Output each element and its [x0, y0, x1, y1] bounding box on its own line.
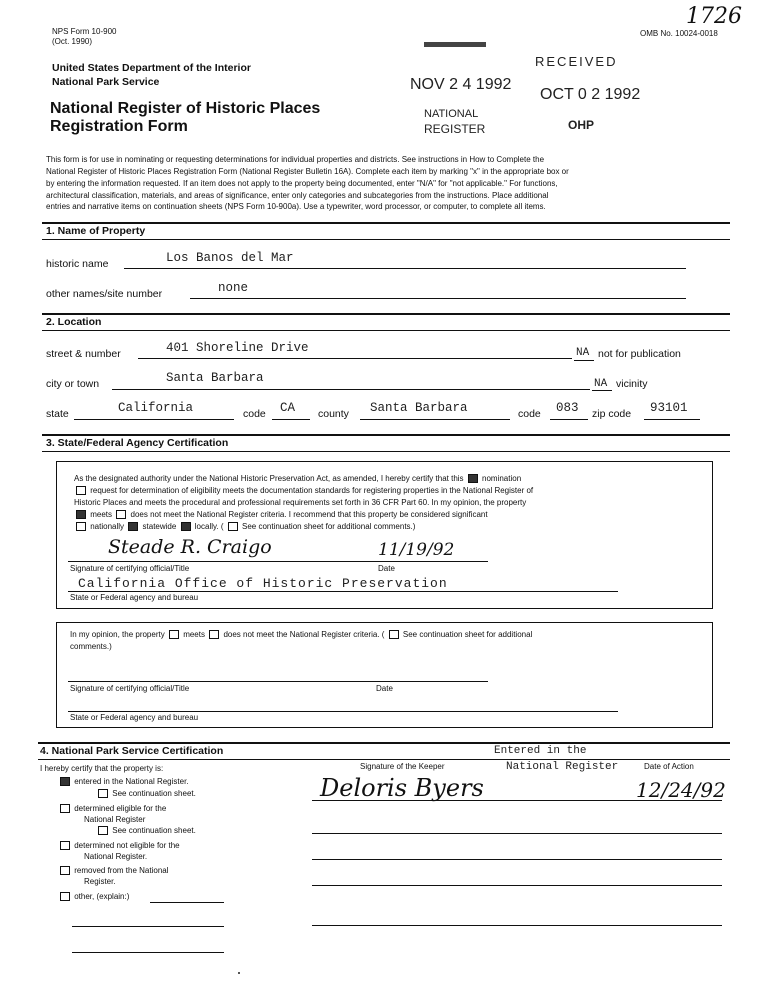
cert-line-1: As the designated authority under the National Historic Preservation Act, as amended, I hereby certify that this nomination — [74, 474, 522, 483]
vicinity-label: vicinity — [616, 378, 648, 390]
state-code-line — [272, 419, 310, 420]
form-number: NPS Form 10-900 — [52, 27, 117, 36]
instructions-line-1: This form is for use in nominating or requesting determinations for individual properties and districts. See instructions in How to Complete the — [46, 155, 545, 164]
option-removed-2: Register. — [84, 877, 116, 886]
na-line — [592, 390, 612, 391]
stamp-smudge — [424, 42, 486, 47]
cert-line-5: nationally statewide locally. ( See continuation sheet for additional comments.) — [74, 522, 415, 531]
opinion-does-not-meet-checkbox[interactable] — [209, 630, 219, 639]
other-line — [150, 902, 224, 903]
historic-name-label: historic name — [46, 258, 109, 270]
removed-checkbox[interactable] — [60, 866, 70, 875]
section-divider — [42, 313, 730, 315]
date-label: Date — [378, 564, 395, 573]
city-value[interactable]: Santa Barbara — [166, 371, 264, 385]
entered-stamp-2: National Register — [506, 761, 619, 773]
locally-checkbox[interactable] — [181, 522, 191, 531]
option-removed: removed from the National — [58, 866, 169, 875]
option-not-eligible-2: National Register. — [84, 852, 148, 861]
option-not-eligible: determined not eligible for the — [58, 841, 180, 850]
continuation-sheet-checkbox[interactable] — [228, 522, 238, 531]
section-1-heading: 1. Name of Property — [46, 225, 146, 237]
section-divider — [38, 742, 730, 744]
option-eligible-continuation: See continuation sheet. — [96, 826, 196, 835]
opinion-line-2: comments.) — [70, 642, 112, 651]
action-date: 12/24/92 — [636, 778, 726, 802]
not-eligible-checkbox[interactable] — [60, 841, 70, 850]
state-label: state — [46, 408, 69, 420]
section-divider — [42, 222, 730, 224]
county-code-line — [550, 419, 588, 420]
option-eligible: determined eligible for the — [58, 804, 166, 813]
meets-checkbox[interactable] — [76, 510, 86, 519]
request-checkbox[interactable] — [76, 486, 86, 495]
ohp-stamp: OHP — [568, 118, 595, 132]
historic-name-line — [124, 268, 686, 269]
section-underline — [42, 239, 730, 240]
handwritten-id: 1726 — [686, 4, 742, 29]
national-stamp: NATIONAL — [424, 108, 479, 120]
keeper-line — [312, 925, 722, 926]
zip-value[interactable]: 93101 — [650, 401, 688, 415]
not-for-publication-label: not for publication — [598, 348, 681, 360]
certifying-signature: Steade R. Craigo — [108, 536, 272, 558]
na-line — [574, 360, 594, 361]
entered-checkbox[interactable] — [60, 777, 70, 786]
other-checkbox[interactable] — [60, 892, 70, 901]
entered-continuation-checkbox[interactable] — [98, 789, 108, 798]
option-entered: entered in the National Register. — [58, 777, 189, 786]
entered-stamp-1: Entered in the — [494, 745, 587, 757]
signature-label: Signature of certifying official/Title — [70, 564, 190, 573]
speck — [238, 972, 240, 974]
department-name: United States Department of the Interior — [52, 62, 251, 74]
signature-label-2: Signature of certifying official/Title — [70, 684, 190, 693]
section-underline — [38, 759, 730, 760]
oct-date-stamp: OCT 0 2 1992 — [540, 86, 641, 103]
cert-line-2: request for determination of eligibility meets the documentation standards for registering properties in the National Register of — [74, 486, 533, 495]
section-2-heading: 2. Location — [46, 316, 102, 328]
instructions-line-2: National Register of Historic Places Registration Form (National Register Bulletin 16A). Complete each item by marking "x" in the appropriate box or — [46, 167, 569, 176]
register-stamp: REGISTER — [424, 122, 486, 136]
opinion-line-1: In my opinion, the property meets does not meet the National Register criteria. ( See continuation sheet for additional — [70, 630, 533, 639]
instructions-line-5: entries and narrative items on continuation sheets (NPS Form 10-900a). Use a typewriter, word processor, or computer, to complete all items. — [46, 202, 546, 211]
city-line — [112, 389, 590, 390]
zip-line — [644, 419, 700, 420]
signature-line — [68, 681, 488, 682]
street-line — [138, 358, 572, 359]
form-title-line1: National Register of Historic Places — [50, 100, 321, 117]
cert-line-4: meets does not meet the National Register criteria. I recommend that this property be considered significant — [74, 510, 488, 519]
opinion-continuation-checkbox[interactable] — [389, 630, 399, 639]
agency-name: National Park Service — [52, 76, 160, 88]
section-underline — [42, 330, 730, 331]
agency-line — [68, 711, 618, 712]
omb-number: OMB No. 10024-0018 — [640, 29, 718, 38]
county-code-label: code — [518, 408, 541, 420]
state-value[interactable]: California — [118, 401, 194, 415]
city-label: city or town — [46, 378, 100, 390]
form-date: (Oct. 1990) — [52, 37, 93, 46]
opinion-meets-checkbox[interactable] — [169, 630, 179, 639]
keeper-line — [312, 885, 722, 886]
county-value[interactable]: Santa Barbara — [370, 401, 468, 415]
keeper-line — [312, 800, 722, 801]
state-code-label: code — [243, 408, 266, 420]
zip-label: zip code — [592, 408, 632, 420]
option-entered-continuation: See continuation sheet. — [96, 789, 196, 798]
option-other: other, (explain:) — [58, 892, 129, 901]
received-date-stamp: NOV 2 4 1992 — [410, 76, 512, 93]
certifying-date: 11/19/92 — [378, 540, 455, 560]
county-line — [360, 419, 510, 420]
historic-name-value[interactable]: Los Banos del Mar — [166, 251, 294, 265]
section-divider — [42, 434, 730, 436]
other-names-value[interactable]: none — [218, 281, 249, 295]
eligible-checkbox[interactable] — [60, 804, 70, 813]
statewide-checkbox[interactable] — [128, 522, 138, 531]
date-label-2: Date — [376, 684, 393, 693]
cert-line-3: Historic Places and meets the procedural and professional requirements set forth in 36 CFR Part 60. In my opinion, the property — [74, 498, 527, 507]
keeper-signature-label: Signature of the Keeper — [360, 762, 445, 771]
nationally-checkbox[interactable] — [76, 522, 86, 531]
agency-label: State or Federal agency and bureau — [70, 593, 199, 602]
other-names-line — [190, 298, 686, 299]
section-3-heading: 3. State/Federal Agency Certification — [46, 437, 229, 449]
street-value[interactable]: 401 Shoreline Drive — [166, 341, 309, 355]
date-of-action-label: Date of Action — [644, 762, 694, 771]
keeper-signature: Deloris Byers — [320, 774, 484, 802]
agency-label-2: State or Federal agency and bureau — [70, 713, 199, 722]
received-stamp: RECEIVED — [535, 54, 618, 69]
agency-value[interactable]: California Office of Historic Preservation — [78, 576, 448, 591]
section-4-heading: 4. National Park Service Certification — [40, 745, 224, 757]
state-code-value[interactable]: CA — [280, 401, 296, 415]
instructions-line-3: by entering the information requested. If an item does not apply to the property being documented, enter "N/A" for "not applicable." For functions, — [46, 179, 558, 188]
other-names-label: other names/site number — [46, 288, 163, 300]
county-label: county — [318, 408, 349, 420]
option-eligible-2: National Register — [84, 815, 146, 824]
does-not-meet-checkbox[interactable] — [116, 510, 126, 519]
na-publication[interactable]: NA — [576, 347, 590, 359]
eligible-continuation-checkbox[interactable] — [98, 826, 108, 835]
keeper-line — [312, 859, 722, 860]
form-title-line2: Registration Form — [50, 118, 188, 135]
nomination-checkbox[interactable] — [468, 474, 478, 483]
keeper-line — [312, 833, 722, 834]
keeper-intro: I hereby certify that the property is: — [40, 764, 164, 773]
na-vicinity[interactable]: NA — [594, 378, 608, 390]
county-code-value[interactable]: 083 — [556, 401, 579, 415]
other-line — [72, 952, 224, 953]
street-label: street & number — [46, 348, 121, 360]
instructions-line-4: architectural classification, materials, and areas of significance, enter only categories and subcategories from the instructions. Place additional — [46, 191, 549, 200]
agency-line — [68, 591, 618, 592]
section-underline — [42, 451, 730, 452]
other-line — [72, 926, 224, 927]
signature-line — [68, 561, 488, 562]
state-line — [74, 419, 234, 420]
